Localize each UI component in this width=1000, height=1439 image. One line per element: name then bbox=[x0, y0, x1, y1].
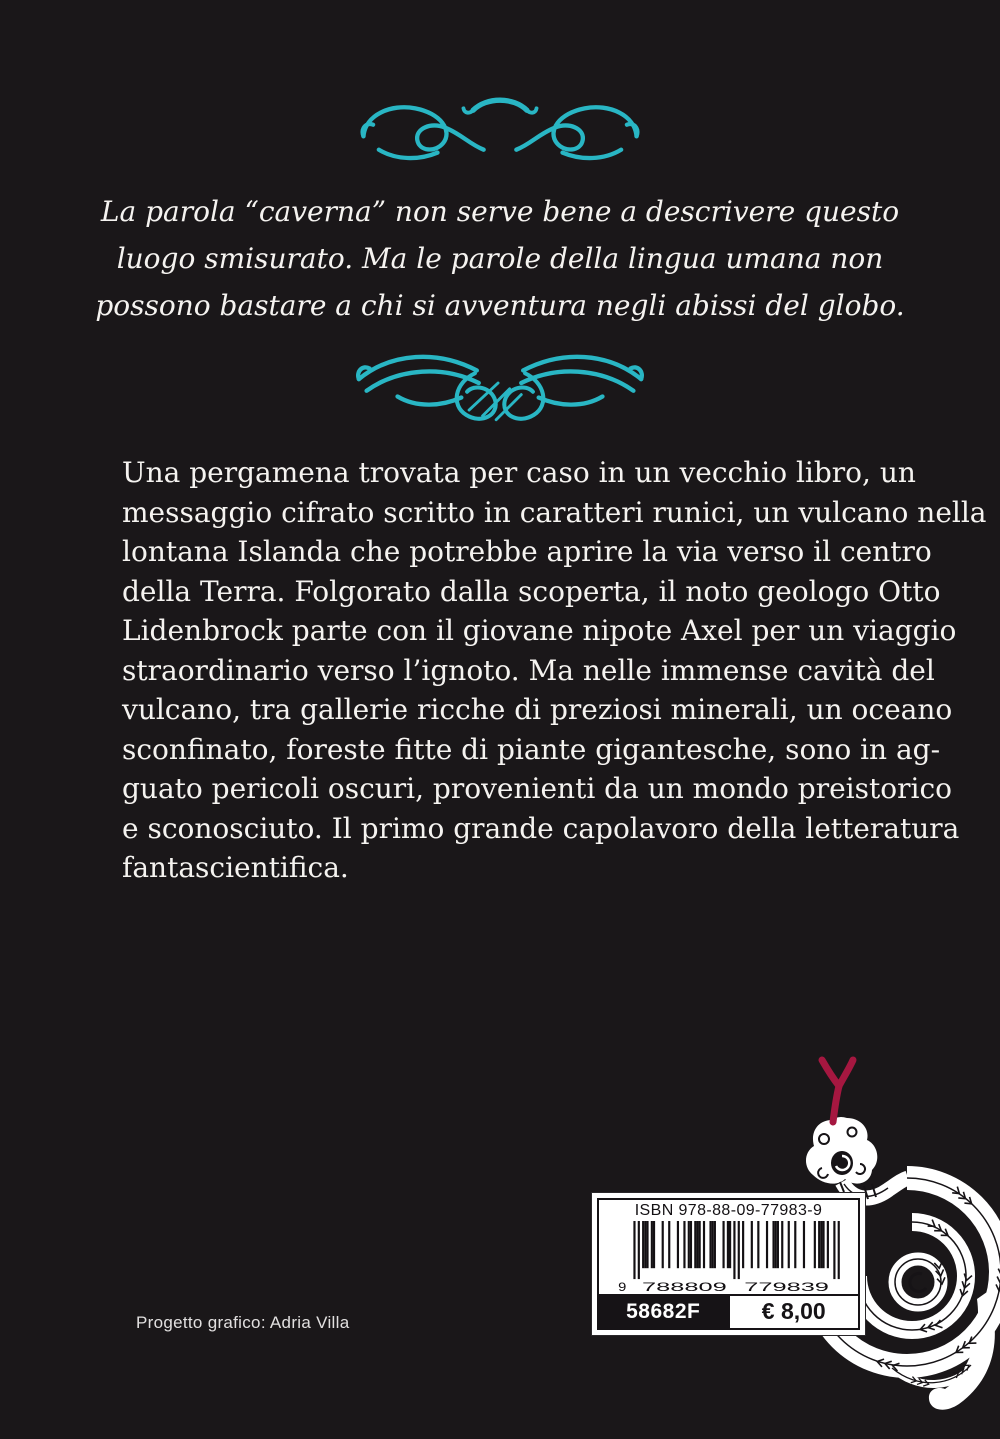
credits-line: Progetto grafico: Adria Villa bbox=[136, 1313, 350, 1332]
description-line: vulcano, tra gallerie ricche di preziosi minerali, un oceano bbox=[122, 693, 953, 726]
bottom-flourish-ornament bbox=[355, 344, 645, 422]
description-line: Lidenbrock parte con il giovane nipote Axel per un viaggio bbox=[122, 614, 957, 647]
snake-head bbox=[806, 1117, 877, 1192]
quote-line: possono bastare a chi si avventura negli abissi del globo. bbox=[95, 289, 905, 322]
quote-line: La parola “caverna” non serve bene a descrivere questo bbox=[100, 195, 900, 228]
top-flourish-ornament bbox=[355, 92, 645, 167]
description-line: fantascientifica. bbox=[122, 851, 349, 884]
isbn-text: ISBN 978-88-09-77983-9 bbox=[634, 1202, 823, 1219]
quote-line: luogo smisurato. Ma le parole della lingua umana non bbox=[116, 242, 884, 275]
description-line: Una pergamena trovata per caso in un vecchio libro, un bbox=[122, 456, 916, 489]
top-flourish-crescent bbox=[463, 100, 536, 112]
description-line: e sconosciuto. Il primo grande capolavoro della letteratura bbox=[122, 811, 960, 845]
description-line: straordinario verso l’ignoto. Ma nelle immense cavità del bbox=[122, 653, 935, 687]
description-line: sconfinato, foreste fitte di piante gigantesche, sono in ag- bbox=[122, 732, 941, 766]
description-line: guato pericoli oscuri, provenienti da un mondo preistorico bbox=[122, 772, 952, 805]
barcode-label-frame bbox=[597, 1198, 860, 1330]
svg-text:788809: 788809 bbox=[641, 1280, 727, 1294]
quote-block bbox=[95, 188, 905, 329]
description-paragraph bbox=[122, 453, 987, 888]
svg-text:9: 9 bbox=[617, 1280, 626, 1294]
ean13-barcode bbox=[616, 1221, 842, 1294]
svg-text:779839: 779839 bbox=[743, 1280, 829, 1294]
edition-code: 58682F bbox=[599, 1296, 728, 1328]
barcode-label bbox=[592, 1193, 865, 1335]
label-bottom-row bbox=[599, 1294, 858, 1328]
description-line: della Terra. Folgorato dalla scoperta, il noto geologo Otto bbox=[122, 574, 941, 608]
snake-tongue-icon bbox=[822, 1060, 853, 1122]
description-line: messaggio cifrato scritto in caratteri runici, un vulcano nella bbox=[122, 495, 987, 529]
price-tag: € 8,00 bbox=[728, 1296, 859, 1328]
description-line: lontana Islanda che potrebbe aprire la via verso il centro bbox=[122, 535, 932, 568]
